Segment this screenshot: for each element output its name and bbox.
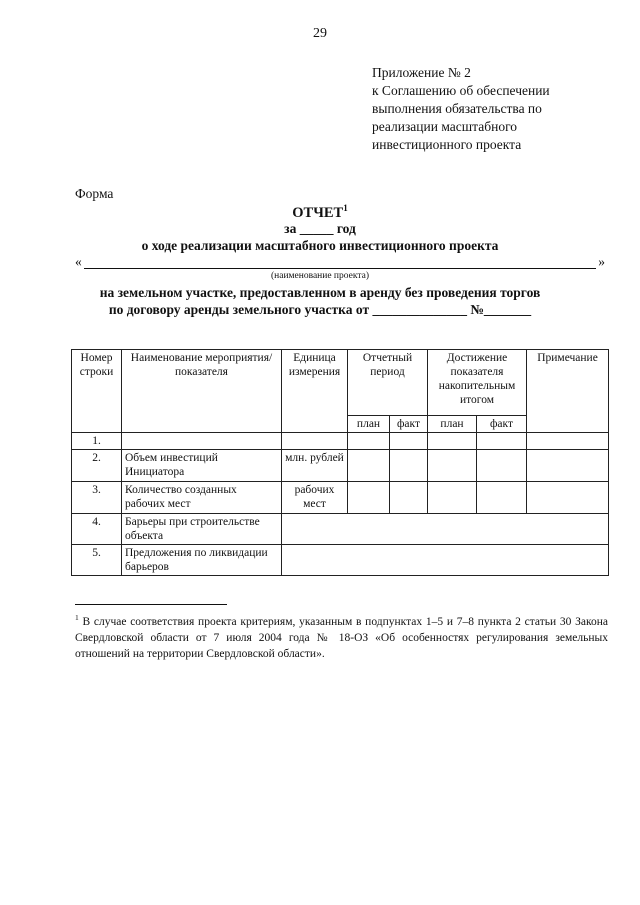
header-cumulative: Достижение показателя накопительным итогом bbox=[428, 350, 527, 416]
cell-cumulative-fact bbox=[477, 450, 527, 482]
page-number: 29 bbox=[313, 26, 327, 41]
appendix-line: к Соглашению об обеспечении bbox=[372, 83, 550, 98]
table-row bbox=[72, 433, 609, 450]
row-unit: рабочих мест bbox=[282, 482, 348, 514]
cell-cumulative-plan bbox=[428, 450, 477, 482]
row-unit bbox=[282, 433, 348, 450]
cell-cumulative-fact bbox=[477, 433, 527, 450]
appendix-block bbox=[372, 64, 612, 154]
table-row bbox=[72, 514, 609, 545]
cell-period-plan bbox=[348, 433, 390, 450]
header-note: Примечание bbox=[527, 350, 609, 433]
cell-period-plan bbox=[348, 450, 390, 482]
report-title bbox=[0, 203, 640, 222]
row-number: 3. bbox=[72, 482, 122, 514]
year-suffix: год bbox=[336, 221, 356, 236]
footnote-mark: 1 bbox=[75, 613, 79, 622]
report-year bbox=[0, 221, 640, 237]
report-title-text: ОТЧЕТ bbox=[292, 204, 344, 221]
date-blank: ______________ bbox=[372, 302, 467, 317]
table-row bbox=[72, 450, 609, 482]
land-line-2-prefix: по договору аренды земельного участка от bbox=[108, 302, 370, 317]
header-unit: Единица измерения bbox=[282, 350, 348, 433]
report-subtitle: о ходе реализации масштабного инвестиционного проекта bbox=[141, 238, 499, 253]
year-blank: _____ bbox=[299, 221, 334, 236]
land-line-1: на земельном участке, предоставленном в аренду без проведения торгов bbox=[99, 285, 541, 300]
project-name-blank bbox=[84, 268, 596, 269]
header-name: Наименование мероприятия/ показателя bbox=[122, 350, 282, 433]
cell-note bbox=[527, 450, 609, 482]
cell-period-fact bbox=[390, 433, 428, 450]
footnote-mark: 1 bbox=[343, 203, 348, 213]
cell-cumulative-plan bbox=[428, 433, 477, 450]
row-name: Количество созданных рабочих мест bbox=[122, 482, 282, 514]
report-table bbox=[71, 349, 609, 576]
table-row bbox=[72, 545, 609, 576]
project-name-caption: (наименование проекта) bbox=[270, 271, 369, 281]
appendix-line: реализации масштабного bbox=[372, 119, 518, 134]
row-number: 4. bbox=[72, 514, 122, 545]
row-merged-cell bbox=[282, 545, 609, 576]
row-name: Объем инвестиций Инициатора bbox=[122, 450, 282, 482]
row-name: Барьеры при строительстве объекта bbox=[122, 514, 282, 545]
appendix-line: Приложение № 2 bbox=[372, 65, 471, 80]
appendix-line: выполнения обязательства по bbox=[372, 101, 542, 116]
number-blank: _______ bbox=[483, 302, 532, 317]
row-name: Предложения по ликвидации барьеров bbox=[122, 545, 282, 576]
table-row bbox=[72, 482, 609, 514]
footnote bbox=[75, 610, 608, 662]
form-label: Форма bbox=[75, 186, 114, 201]
header-period: Отчетный период bbox=[348, 350, 428, 416]
row-unit: млн. рублей bbox=[282, 450, 348, 482]
header-num: Номер строки bbox=[72, 350, 122, 433]
header-plan: план bbox=[428, 416, 477, 433]
header-fact: факт bbox=[477, 416, 527, 433]
cell-cumulative-fact bbox=[477, 482, 527, 514]
footnote-separator bbox=[75, 604, 227, 605]
row-number: 2. bbox=[72, 450, 122, 482]
row-number: 5. bbox=[72, 545, 122, 576]
number-sign: № bbox=[470, 302, 484, 317]
header-fact: факт bbox=[390, 416, 428, 433]
header-plan: план bbox=[348, 416, 390, 433]
cell-period-plan bbox=[348, 482, 390, 514]
open-quote: « bbox=[75, 254, 82, 269]
row-number: 1. bbox=[72, 433, 122, 450]
cell-cumulative-plan bbox=[428, 482, 477, 514]
row-name bbox=[122, 433, 282, 450]
cell-period-fact bbox=[390, 482, 428, 514]
cell-period-fact bbox=[390, 450, 428, 482]
cell-note bbox=[527, 433, 609, 450]
close-quote: » bbox=[598, 254, 605, 269]
cell-note bbox=[527, 482, 609, 514]
appendix-line: инвестиционного проекта bbox=[372, 137, 522, 152]
row-merged-cell bbox=[282, 514, 609, 545]
footnote-text: В случае соответствия проекта критериям, указанным в подпунктах 1–5 и 7–8 пункта 2 статьи 30 Закона Свердловской области от 7 июля 2004 года № 18-ОЗ «Об особенностях регулирования земельных отношений на территории Свердловской области». bbox=[75, 615, 608, 660]
year-prefix: за bbox=[284, 221, 297, 236]
land-line-2 bbox=[0, 302, 640, 318]
